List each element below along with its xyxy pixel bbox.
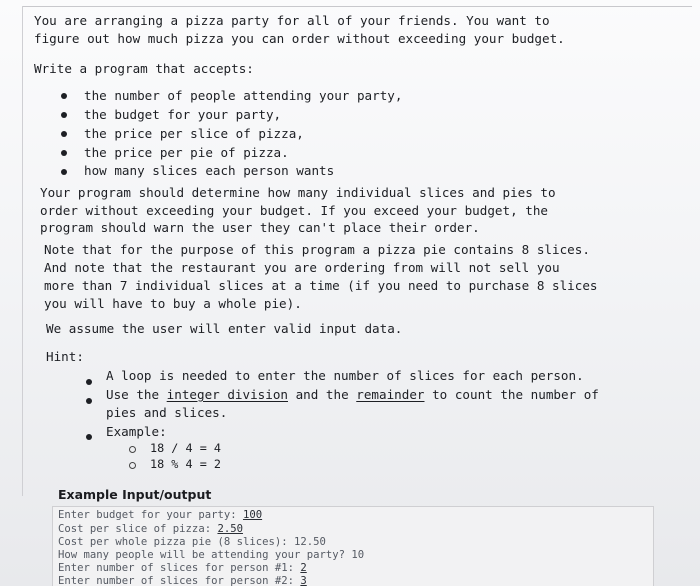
hint-loop: A loop is needed to enter the number of slices for each person. (106, 368, 584, 383)
example-modulo: 18 % 4 = 2 (150, 457, 222, 471)
note-line-1: Note that for the purpose of this program a pizza pie contains 8 slices. (44, 242, 590, 257)
bullet-icon (61, 150, 67, 156)
io-person1-value: 2 (300, 562, 307, 574)
bullet-icon (61, 93, 67, 99)
example-division: 18 / 4 = 4 (150, 441, 222, 455)
example-io-console (52, 506, 654, 586)
io-budget-value: 100 (242, 509, 263, 521)
assume-text: We assume the user will enter valid input data. (46, 321, 403, 336)
top-border (22, 6, 692, 7)
bullet-icon (86, 398, 92, 404)
accepts-item-3: the price per slice of pizza, (84, 126, 304, 141)
remainder-term: remainder (356, 387, 425, 402)
determine-line-2: order without exceeding your budget. If you exceed your budget, the (40, 203, 548, 218)
io-budget-line: Enter budget for your party: 100 (58, 509, 263, 521)
io-people-value: 10 (351, 549, 365, 561)
note-line-3: more than 7 individual slices at a time (if you need to purchase 8 slices (44, 278, 598, 293)
hint-division-line-2: pies and slices. (106, 405, 228, 420)
accepts-item-5: how many slices each person wants (84, 163, 335, 178)
intro-line-1: You are arranging a pizza party for all of your friends. You want to (34, 13, 550, 28)
bullet-icon (61, 112, 67, 118)
note-line-4: you will have to buy a whole pie). (44, 296, 302, 311)
determine-line-1: Your program should determine how many individual slices and pies to (40, 185, 556, 200)
io-slice-value: 2.50 (217, 523, 243, 535)
determine-line-3: program should warn the user they can't place their order. (40, 220, 480, 235)
accepts-item-1: the number of people attending your party, (84, 88, 403, 103)
example-label: Example: (106, 424, 167, 439)
bullet-icon (86, 434, 92, 440)
accepts-heading: Write a program that accepts: (34, 61, 254, 76)
bullet-icon (61, 169, 67, 175)
io-pie-value: 12.50 (294, 536, 326, 548)
io-people-line: How many people will be attending your party? 10 (58, 549, 365, 561)
intro-line-2: figure out how much pizza you can order without exceeding your budget. (34, 31, 565, 46)
io-person2-value: 3 (300, 575, 307, 586)
accepts-item-2: the budget for your party, (84, 107, 282, 122)
io-pie-line: Cost per whole pizza pie (8 slices): 12.50 (58, 536, 326, 548)
circle-bullet-icon (129, 446, 136, 453)
io-slice-line: Cost per slice of pizza: 2.50 (58, 523, 243, 535)
hint-label: Hint: (46, 349, 84, 364)
left-border (22, 6, 23, 496)
note-line-2: And note that the restaurant you are ordering from will not sell you (44, 260, 560, 275)
accepts-item-4: the price per pie of pizza. (84, 145, 289, 160)
circle-bullet-icon (129, 462, 136, 469)
io-title: Example Input/output (58, 487, 212, 502)
bullet-icon (86, 379, 92, 385)
bullet-icon (61, 131, 67, 137)
io-person2-line: Enter number of slices for person #2: 3 (58, 575, 307, 586)
integer-division-term: integer division (166, 387, 288, 402)
io-person1-line: Enter number of slices for person #1: 2 (58, 562, 307, 574)
hint-division: Use the integer division and the remainder to count the number of (106, 387, 599, 402)
